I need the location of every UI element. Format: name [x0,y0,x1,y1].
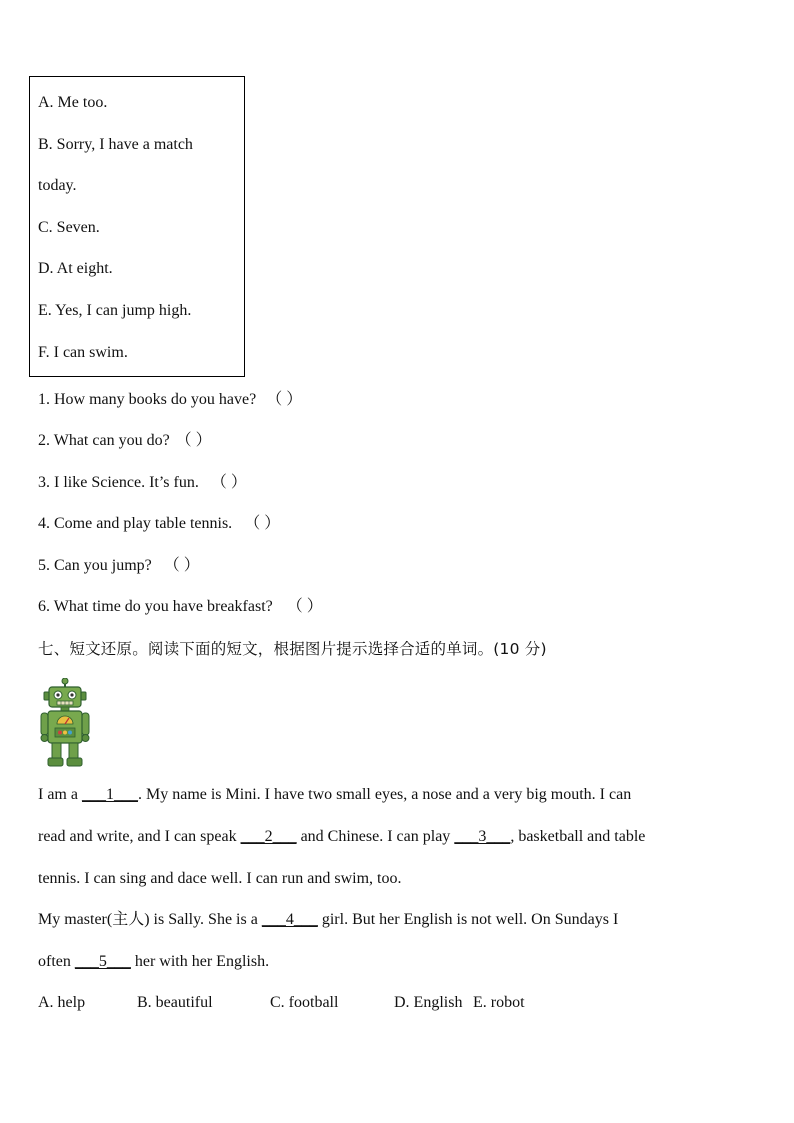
blank-4[interactable]: ___4___ [261,911,318,928]
question-text: 4. Come and play table tennis. [38,515,233,532]
robot-illustration [38,678,92,768]
option-f: F. I can swim. [38,344,128,361]
option-a: A. Me too. [38,94,108,111]
question-1 [38,390,302,410]
option-b: B. Sorry, I have a match [38,136,193,153]
blank-1[interactable]: ___1___ [81,786,138,803]
question-2 [38,431,212,451]
passage-text: My master(主人) is Sally. She is a [38,911,262,928]
passage-text: . My name is Mini. I have two small eyes, a nose and a very big mouth. I can [137,786,632,803]
answer-parentheses[interactable]: （ ） [266,391,303,408]
passage-text: I am a [38,786,82,803]
choice-c: C. football [270,994,339,1011]
question-6 [38,597,323,617]
question-text: 6. What time do you have breakfast? [38,598,273,615]
passage-text: her with her English. [130,953,270,970]
choice-a: A. help [38,994,86,1011]
passage-text: and Chinese. I can play [296,828,455,845]
question-text: 1. How many books do you have? [38,391,257,408]
option-d: D. At eight. [38,260,113,277]
answer-parentheses[interactable]: （ ） [210,474,247,491]
answer-parentheses[interactable]: （ ） [163,557,200,574]
section-7-title: 七、短文还原。阅读下面的短文，根据图片提示选择合适的单词。(10 分) [38,640,547,658]
blank-5[interactable]: ___5___ [74,953,131,970]
question-4 [38,514,280,534]
passage-line-4 [38,910,618,930]
passage-line-1 [38,785,631,805]
passage-text: tennis. I can sing and dace well. I can run and swim, too. [38,870,402,887]
answer-parentheses[interactable]: （ ） [244,515,281,532]
answer-parentheses[interactable]: （ ） [175,432,212,449]
passage-line-3 [38,869,401,889]
choice-e: E. robot [473,994,525,1011]
answer-parentheses[interactable]: （ ） [286,598,323,615]
options-box [29,76,245,377]
blank-3[interactable]: ___3___ [454,828,511,845]
question-text: 3. I like Science. It’s fun. [38,474,199,491]
choice-d: D. English [394,994,463,1011]
option-e: E. Yes, I can jump high. [38,302,192,319]
choice-b: B. beautiful [137,994,213,1011]
passage-line-2 [38,827,645,847]
question-text: 5. Can you jump? [38,557,152,574]
passage-text: girl. But her English is not well. On Sundays I [317,911,619,928]
option-b-continued: today. [38,177,77,194]
question-text: 2. What can you do? [38,432,170,449]
option-c: C. Seven. [38,219,100,236]
passage-line-5 [38,952,269,972]
blank-2[interactable]: ___2___ [240,828,297,845]
passage-text: , basketball and table [510,828,646,845]
question-3 [38,473,247,493]
passage-text: often [38,953,75,970]
question-5 [38,556,200,576]
passage-text: read and write, and I can speak [38,828,241,845]
